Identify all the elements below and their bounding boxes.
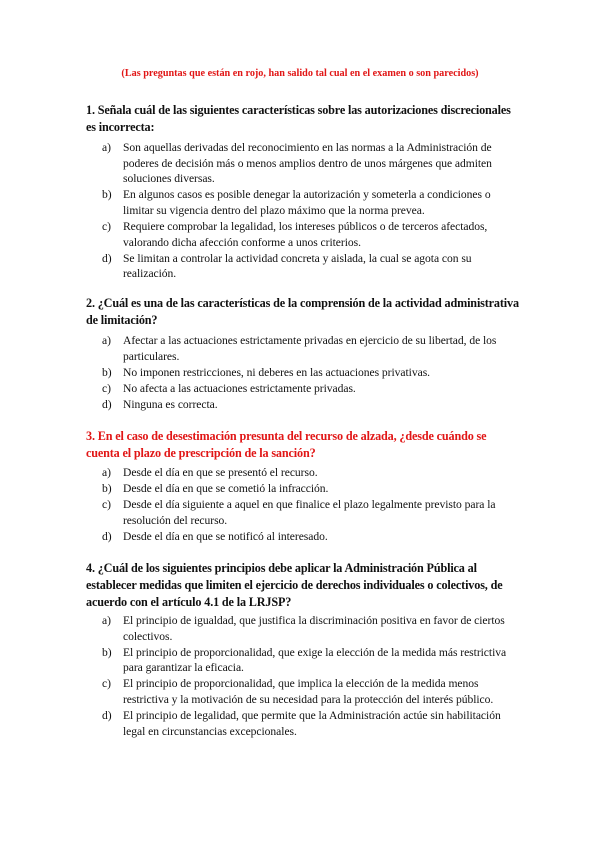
question-2-option-a bbox=[86, 333, 516, 364]
question-3-option-c bbox=[86, 497, 516, 528]
option-label: c) bbox=[102, 498, 111, 512]
option-label: b) bbox=[102, 482, 112, 496]
question-2-option-d bbox=[86, 397, 516, 413]
option-label: d) bbox=[102, 397, 112, 411]
question-3-option-a bbox=[86, 465, 516, 481]
option-text: Son aquellas derivadas del reconocimiento en las normas a la Administración de poderes de decisión más o menos amplios dentro de unos márgenes que admiten soluciones diversas. bbox=[123, 141, 492, 186]
question-1-option-b bbox=[86, 187, 516, 218]
question-2-options bbox=[86, 333, 516, 413]
exam-note: (Las preguntas que están en rojo, han salido tal cual en el examen o son parecidos) bbox=[121, 68, 479, 79]
question-3-option-b bbox=[86, 481, 516, 497]
option-label: b) bbox=[102, 365, 112, 379]
question-4-option-d bbox=[86, 708, 516, 739]
question-3-text: 3. En el caso de desestimación presunta del recurso de alzada, ¿desde cuándo se cuenta el plazo de prescripción de la sanción? bbox=[86, 429, 487, 460]
question-1-option-c bbox=[86, 219, 516, 250]
option-text: Desde el día en que se presentó el recurso. bbox=[123, 466, 318, 479]
option-label: d) bbox=[102, 251, 112, 265]
option-label: a) bbox=[102, 466, 111, 479]
question-1-text: 1. Señala cuál de las siguientes características sobre las autorizaciones discrecionales es incorrecta: bbox=[86, 103, 511, 134]
question-3-option-d bbox=[86, 529, 516, 545]
option-label: c) bbox=[102, 381, 111, 395]
option-text: No imponen restricciones, ni deberes en las actuaciones privativas. bbox=[123, 365, 430, 379]
option-text: En algunos casos es posible denegar la autorización y someterla a condiciones o limitar su vigencia dentro del plazo máximo que la norma prevea. bbox=[123, 188, 491, 217]
option-text: Desde el día siguiente a aquel en que finalice el plazo legalmente previsto para la resolución del recurso. bbox=[123, 498, 496, 527]
option-label: d) bbox=[102, 709, 112, 723]
option-text: El principio de igualdad, que justifica la discriminación positiva en favor de ciertos colectivos. bbox=[123, 614, 505, 643]
question-4-options bbox=[86, 613, 516, 740]
option-label: b) bbox=[102, 188, 112, 202]
question-3-options bbox=[86, 465, 516, 545]
option-text: Requiere comprobar la legalidad, los intereses públicos o de terceros afectados, valorando dicha afección conforme a unos criterios. bbox=[123, 219, 488, 249]
question-4-option-a bbox=[86, 613, 516, 644]
option-label: c) bbox=[102, 677, 111, 691]
option-text: Desde el día en que se notificó al interesado. bbox=[123, 529, 328, 543]
question-1-option-a bbox=[86, 140, 516, 187]
question-1-options bbox=[86, 140, 516, 282]
option-text: El principio de proporcionalidad, que exige la elección de la medida más restrictiva para garantizar la eficacia. bbox=[123, 645, 507, 675]
question-2-option-b bbox=[86, 365, 516, 381]
option-label: a) bbox=[102, 141, 111, 154]
option-text: Afectar a las actuaciones estrictamente privadas en ejercicio de su libertad, de los particulares. bbox=[123, 334, 497, 363]
option-text: El principio de proporcionalidad, que implica la elección de la medida menos restrictiva y la motivación de su necesidad para la protección del interés público. bbox=[123, 677, 494, 706]
question-1-option-d bbox=[86, 251, 516, 282]
option-text: Desde el día en que se cometió la infracción. bbox=[123, 482, 329, 496]
question-2-option-c bbox=[86, 381, 516, 397]
question-4-option-c bbox=[86, 676, 516, 707]
option-label: c) bbox=[102, 219, 111, 233]
option-text: Se limitan a controlar la actividad concreta y aislada, la cual se agota con su realización. bbox=[123, 251, 472, 281]
option-text: Ninguna es correcta. bbox=[123, 397, 218, 411]
question-4-text: 4. ¿Cuál de los siguientes principios debe aplicar la Administración Pública al establecer medidas que limiten el ejercicio de derechos individuales o colectivos, de acuerdo con el artículo 4.1 de la LRJSP? bbox=[86, 561, 503, 609]
option-label: b) bbox=[102, 645, 112, 659]
question-2-text: 2. ¿Cuál es una de las características de la comprensión de la actividad administrativa de limitación? bbox=[86, 296, 519, 327]
question-4-option-b bbox=[86, 645, 516, 676]
option-text: El principio de legalidad, que permite que la Administración actúe sin habilitación legal en circunstancias excepcionales. bbox=[123, 709, 501, 738]
option-label: a) bbox=[102, 334, 111, 347]
option-label: a) bbox=[102, 614, 111, 627]
option-label: d) bbox=[102, 529, 112, 543]
option-text: No afecta a las actuaciones estrictamente privadas. bbox=[123, 381, 356, 395]
